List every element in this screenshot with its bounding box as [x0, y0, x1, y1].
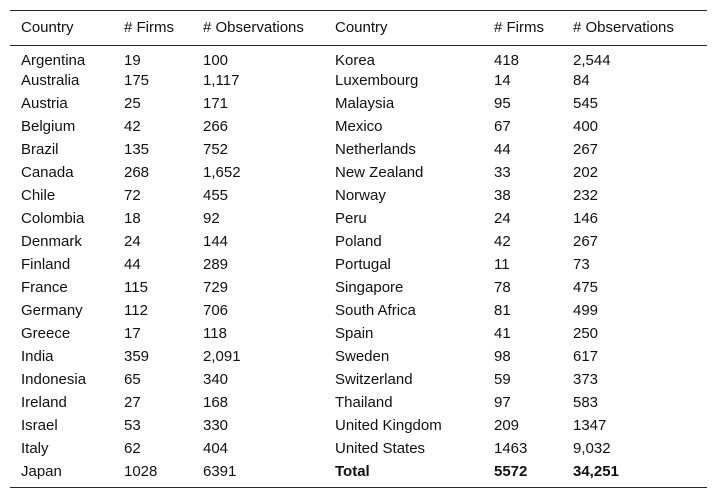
country-left-cell: Argentina	[21, 51, 86, 69]
table-row	[10, 115, 707, 138]
firms-left-cell: 115	[124, 278, 148, 296]
country-right-cell: United States	[335, 439, 426, 457]
table-body	[10, 45, 707, 483]
header-firms-left: # Firms	[124, 11, 203, 45]
firms-left-cell: 25	[124, 94, 141, 112]
country-left-cell: Indonesia	[21, 370, 87, 388]
firms-right-cell: 59	[494, 370, 511, 388]
country-sample-table	[10, 11, 707, 483]
firms-right-cell: 97	[494, 393, 511, 411]
firms-left-cell: 53	[124, 416, 141, 434]
observations-left-cell: 6391	[203, 462, 237, 480]
firms-left-cell: 19	[124, 51, 141, 69]
country-left-cell: Canada	[21, 163, 74, 181]
country-right-cell: Spain	[335, 324, 374, 342]
table-row	[10, 437, 707, 460]
table-row	[10, 45, 707, 69]
table-row	[10, 161, 707, 184]
observations-left-cell: 404	[203, 439, 229, 457]
observations-right-cell: 9,032	[573, 439, 611, 457]
observations-right-cell: 202	[573, 163, 599, 181]
firms-left-cell: 24	[124, 232, 141, 250]
observations-left-cell: 706	[203, 301, 229, 319]
country-right-cell: Poland	[335, 232, 382, 250]
table-row	[10, 230, 707, 253]
table-row	[10, 276, 707, 299]
observations-left-cell: 2,091	[203, 347, 241, 365]
firms-left-cell: 1028	[124, 462, 158, 480]
country-right-cell: Singapore	[335, 278, 404, 296]
observations-right-cell: 475	[573, 278, 599, 296]
table-row	[10, 345, 707, 368]
table-row	[10, 460, 707, 483]
observations-right-cell: 250	[573, 324, 599, 342]
firms-right-cell: 209	[494, 416, 520, 434]
firms-left-cell: 18	[124, 209, 141, 227]
country-left-cell: Germany	[21, 301, 83, 319]
firms-left-cell: 27	[124, 393, 141, 411]
observations-right-cell: 232	[573, 186, 599, 204]
observations-right-cell: 267	[573, 232, 599, 250]
header-country-left: Country	[10, 11, 124, 45]
observations-left-cell: 92	[203, 209, 220, 227]
table-row	[10, 207, 707, 230]
table-row	[10, 138, 707, 161]
table-row	[10, 299, 707, 322]
header-country-right: Country	[335, 11, 494, 45]
country-right-cell: Switzerland	[335, 370, 413, 388]
country-right-cell: Thailand	[335, 393, 393, 411]
observations-right-cell: 545	[573, 94, 599, 112]
observations-left-cell: 171	[203, 94, 229, 112]
country-right-cell: United Kingdom	[335, 416, 442, 434]
firms-right-cell: 33	[494, 163, 511, 181]
observations-right-cell: 400	[573, 117, 599, 135]
table-row	[10, 69, 707, 92]
firms-right-cell: 14	[494, 71, 511, 89]
firms-left-cell: 268	[124, 163, 150, 181]
country-left-cell: Italy	[21, 439, 49, 457]
country-right-cell: Portugal	[335, 255, 391, 273]
firms-left-cell: 17	[124, 324, 141, 342]
firms-left-cell: 62	[124, 439, 141, 457]
observations-right-cell: 1347	[573, 416, 607, 434]
country-left-cell: Finland	[21, 255, 71, 273]
country-left-cell: Australia	[21, 71, 80, 89]
observations-right-cell: 617	[573, 347, 599, 365]
country-right-cell: Netherlands	[335, 140, 416, 158]
country-right-cell: Luxembourg	[335, 71, 419, 89]
table-header	[10, 11, 707, 45]
observations-left-cell: 100	[203, 51, 229, 69]
country-sample-table-frame	[10, 10, 707, 488]
observations-left-cell: 752	[203, 140, 229, 158]
firms-right-cell: 67	[494, 117, 511, 135]
firms-right-cell: 24	[494, 209, 511, 227]
country-left-cell: Brazil	[21, 140, 59, 158]
country-right-cell: Sweden	[335, 347, 390, 365]
total-country-right-cell: Total	[335, 462, 370, 480]
observations-left-cell: 1,652	[203, 163, 241, 181]
country-right-cell: Korea	[335, 51, 376, 69]
table-row	[10, 322, 707, 345]
firms-left-cell: 359	[124, 347, 150, 365]
country-left-cell: Austria	[21, 94, 68, 112]
country-right-cell: Norway	[335, 186, 386, 204]
firms-left-cell: 72	[124, 186, 141, 204]
country-right-cell: South Africa	[335, 301, 416, 319]
firms-left-cell: 175	[124, 71, 150, 89]
country-left-cell: Greece	[21, 324, 71, 342]
firms-left-cell: 42	[124, 117, 141, 135]
country-right-cell: Malaysia	[335, 94, 395, 112]
firms-right-cell: 38	[494, 186, 511, 204]
observations-right-cell: 73	[573, 255, 590, 273]
header-observations-left: # Observations	[203, 11, 335, 45]
firms-left-cell: 44	[124, 255, 141, 273]
observations-right-cell: 2,544	[573, 51, 611, 69]
firms-left-cell: 65	[124, 370, 141, 388]
observations-right-cell: 267	[573, 140, 599, 158]
table-row	[10, 92, 707, 115]
firms-right-cell: 1463	[494, 439, 528, 457]
firms-left-cell: 135	[124, 140, 150, 158]
header-row	[10, 11, 707, 45]
firms-right-cell: 95	[494, 94, 511, 112]
observations-left-cell: 330	[203, 416, 229, 434]
country-right-cell: Mexico	[335, 117, 383, 135]
header-firms-right: # Firms	[494, 11, 573, 45]
firms-right-cell: 44	[494, 140, 511, 158]
observations-left-cell: 455	[203, 186, 229, 204]
table-row	[10, 391, 707, 414]
observations-right-cell: 583	[573, 393, 599, 411]
table-row	[10, 184, 707, 207]
firms-right-cell: 42	[494, 232, 511, 250]
firms-right-cell: 418	[494, 51, 520, 69]
country-left-cell: Ireland	[21, 393, 67, 411]
country-left-cell: Japan	[21, 462, 62, 480]
observations-left-cell: 289	[203, 255, 229, 273]
country-left-cell: Israel	[21, 416, 58, 434]
country-left-cell: Denmark	[21, 232, 82, 250]
table-row	[10, 414, 707, 437]
firms-right-cell: 81	[494, 301, 511, 319]
observations-right-cell: 84	[573, 71, 590, 89]
observations-left-cell: 144	[203, 232, 229, 250]
firms-right-cell: 41	[494, 324, 511, 342]
observations-left-cell: 168	[203, 393, 229, 411]
firms-right-cell: 11	[494, 255, 510, 273]
country-left-cell: India	[21, 347, 54, 365]
country-left-cell: Colombia	[21, 209, 85, 227]
observations-left-cell: 1,117	[203, 71, 240, 89]
observations-left-cell: 340	[203, 370, 229, 388]
firms-right-cell: 78	[494, 278, 511, 296]
observations-right-cell: 373	[573, 370, 599, 388]
country-right-cell: New Zealand	[335, 163, 424, 181]
firms-left-cell: 112	[124, 301, 148, 319]
country-left-cell: Belgium	[21, 117, 76, 135]
observations-right-cell: 146	[573, 209, 599, 227]
country-right-cell: Peru	[335, 209, 367, 227]
total-observations-right-cell: 34,251	[573, 462, 619, 480]
observations-right-cell: 499	[573, 301, 599, 319]
observations-left-cell: 729	[203, 278, 229, 296]
country-left-cell: Chile	[21, 186, 56, 204]
observations-left-cell: 266	[203, 117, 229, 135]
country-left-cell: France	[21, 278, 68, 296]
firms-right-cell: 98	[494, 347, 511, 365]
table-row	[10, 368, 707, 391]
table-row	[10, 253, 707, 276]
observations-left-cell: 118	[203, 324, 227, 342]
total-firms-right-cell: 5572	[494, 462, 528, 480]
header-observations-right: # Observations	[573, 11, 707, 45]
